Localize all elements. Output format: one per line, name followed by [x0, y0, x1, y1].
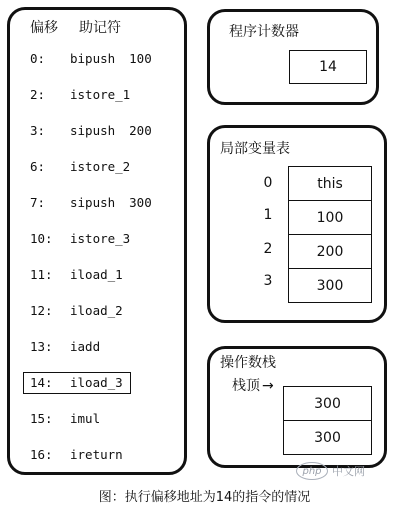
arrow-right-icon: → [262, 378, 274, 394]
instruction-row: 16: ireturn [30, 447, 123, 462]
instruction-row: 2: istore_1 [30, 87, 131, 102]
slot-index: 3 [263, 273, 273, 289]
instruction-row: 3: sipush 200 [30, 123, 152, 138]
stack-top-label: 栈顶 → [232, 378, 274, 394]
slot-index: 0 [263, 175, 273, 191]
slot-value: 300 [288, 268, 372, 303]
slot-value: 200 [288, 234, 372, 269]
instruction-row: 15: imul [30, 411, 101, 426]
slot-index: 1 [263, 207, 273, 223]
program-counter-value: 14 [289, 50, 367, 84]
instruction-row: 11: iload_1 [30, 267, 123, 282]
php-logo-icon: php [296, 462, 328, 480]
instruction-row: 12: iload_2 [30, 303, 123, 318]
operand-stack-title: 操作数栈 [220, 355, 276, 371]
stack-entry: 300 [283, 420, 372, 455]
watermark [296, 462, 365, 480]
instruction-row: 0: bipush 100 [30, 51, 152, 66]
offset-header: 偏移 [30, 20, 58, 36]
slot-index: 2 [263, 241, 273, 257]
watermark-text: 中文网 [332, 465, 365, 478]
stack-entry: 300 [283, 386, 372, 421]
program-counter-title: 程序计数器 [229, 24, 299, 40]
mnemonic-header: 助记符 [79, 20, 121, 36]
instruction-row: 7: sipush 300 [30, 195, 152, 210]
slot-value: 100 [288, 200, 372, 235]
instruction-row: 13: iadd [30, 339, 101, 354]
instruction-row: 10: istore_3 [30, 231, 131, 246]
instruction-row: 6: istore_2 [30, 159, 131, 174]
slot-value: this [288, 166, 372, 201]
local-variables-title: 局部变量表 [220, 141, 290, 157]
figure-caption: 图：执行偏移地址为14的指令的情况 [98, 490, 311, 505]
instruction-row-current: 14: iload_3 [30, 375, 123, 390]
